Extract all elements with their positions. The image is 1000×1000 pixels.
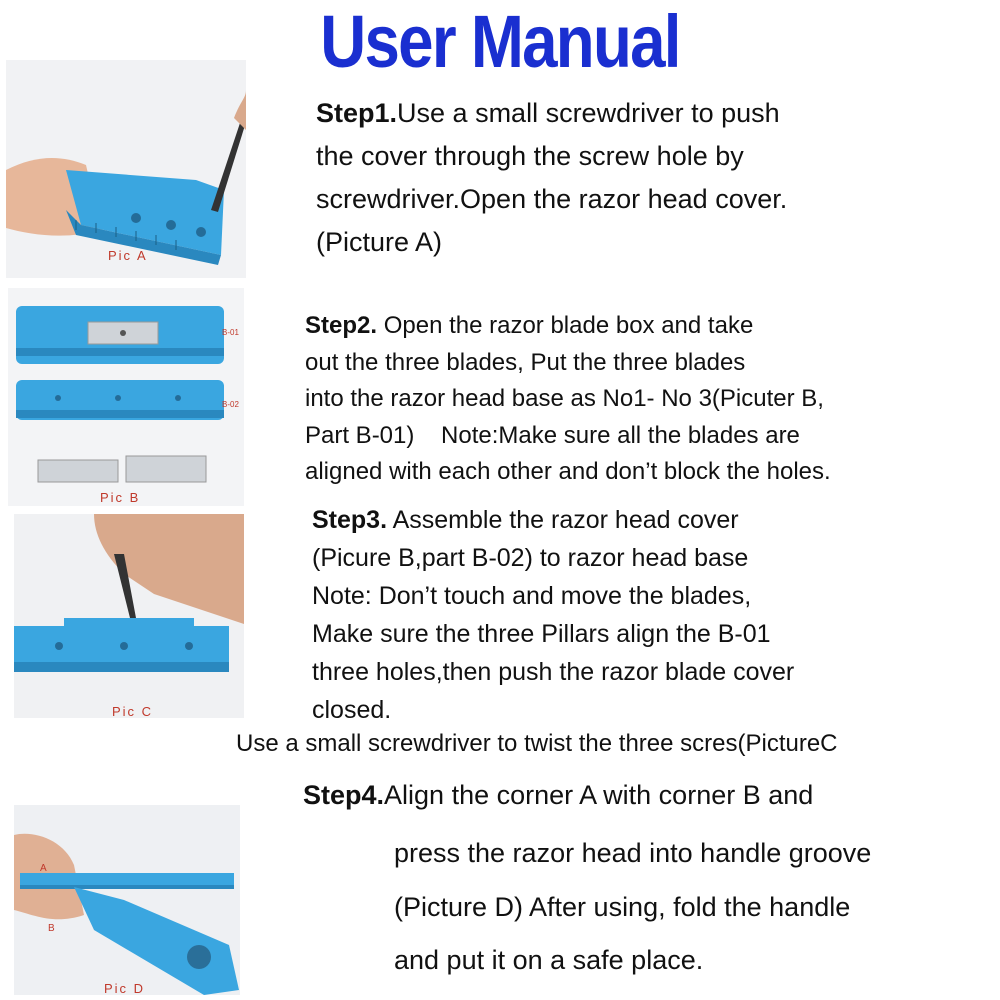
screwdriver-note: Use a small screwdriver to twist the three scres(PictureC — [236, 730, 838, 757]
picture-b — [8, 288, 244, 506]
step2-line: out the three blades, Put the three blades — [305, 348, 746, 376]
step4-continuation — [394, 827, 871, 988]
picture-a — [6, 60, 246, 278]
step4-text — [303, 773, 813, 817]
picture-b-illustration — [8, 288, 244, 506]
picture-d-corner-b: B — [48, 923, 57, 934]
step4-line: (Picture D) After using, fold the handle — [394, 891, 851, 922]
step1-line: screwdriver.Open the razor head cover. — [316, 184, 788, 214]
step4-line: press the razor head into handle groove — [394, 838, 872, 868]
step3-heading: Step3. — [312, 506, 388, 534]
page-title: User Manual — [320, 0, 680, 83]
picture-b-part1: B-01 — [222, 328, 239, 337]
step3-line: three holes,then push the razor blade cover — [312, 658, 795, 686]
picture-d-corner-a: A — [40, 863, 49, 874]
step4-line: and put it on a safe place. — [394, 945, 704, 975]
step2-text — [305, 308, 831, 491]
step1-line: the cover through the screw hole by — [316, 141, 744, 171]
picture-a-illustration — [6, 60, 246, 278]
picture-d-illustration — [14, 805, 240, 995]
step1-text — [316, 92, 787, 264]
step1-line: (Picture A) — [316, 227, 443, 257]
step2-line: aligned with each other and don’t block the holes. — [305, 458, 831, 485]
step1-heading: Step1. — [316, 98, 398, 128]
step1-line: Use a small screwdriver to push — [397, 98, 780, 128]
picture-c-illustration — [14, 514, 244, 718]
picture-d — [14, 805, 240, 995]
step3-line: Assemble the razor head cover — [387, 506, 739, 534]
picture-b-label: Pic B — [100, 490, 141, 505]
step2-line: Open the razor blade box and take — [377, 312, 754, 339]
picture-d-label: Pic D — [104, 981, 146, 995]
step3-line: Make sure the three Pillars align the B-01 — [312, 620, 771, 648]
step2-heading: Step2. — [305, 312, 378, 339]
step3-line: (Picure B,part B-02) to razor head base — [312, 544, 749, 572]
step3-text — [312, 501, 794, 729]
step2-line: Part B-01) Note:Make sure all the blades are — [305, 421, 800, 449]
step2-line: into the razor head base as No1- No 3(Picuter B, — [305, 385, 824, 412]
picture-c — [14, 514, 244, 718]
step4-line: Align the corner A with corner B and — [384, 780, 814, 810]
picture-b-part2: B-02 — [222, 400, 239, 409]
step4-heading: Step4. — [303, 780, 385, 810]
step3-line: Note: Don’t touch and move the blades, — [312, 582, 752, 610]
picture-c-label: Pic C — [112, 704, 154, 718]
step3-line: closed. — [312, 696, 392, 724]
picture-a-label: Pic A — [108, 248, 148, 263]
